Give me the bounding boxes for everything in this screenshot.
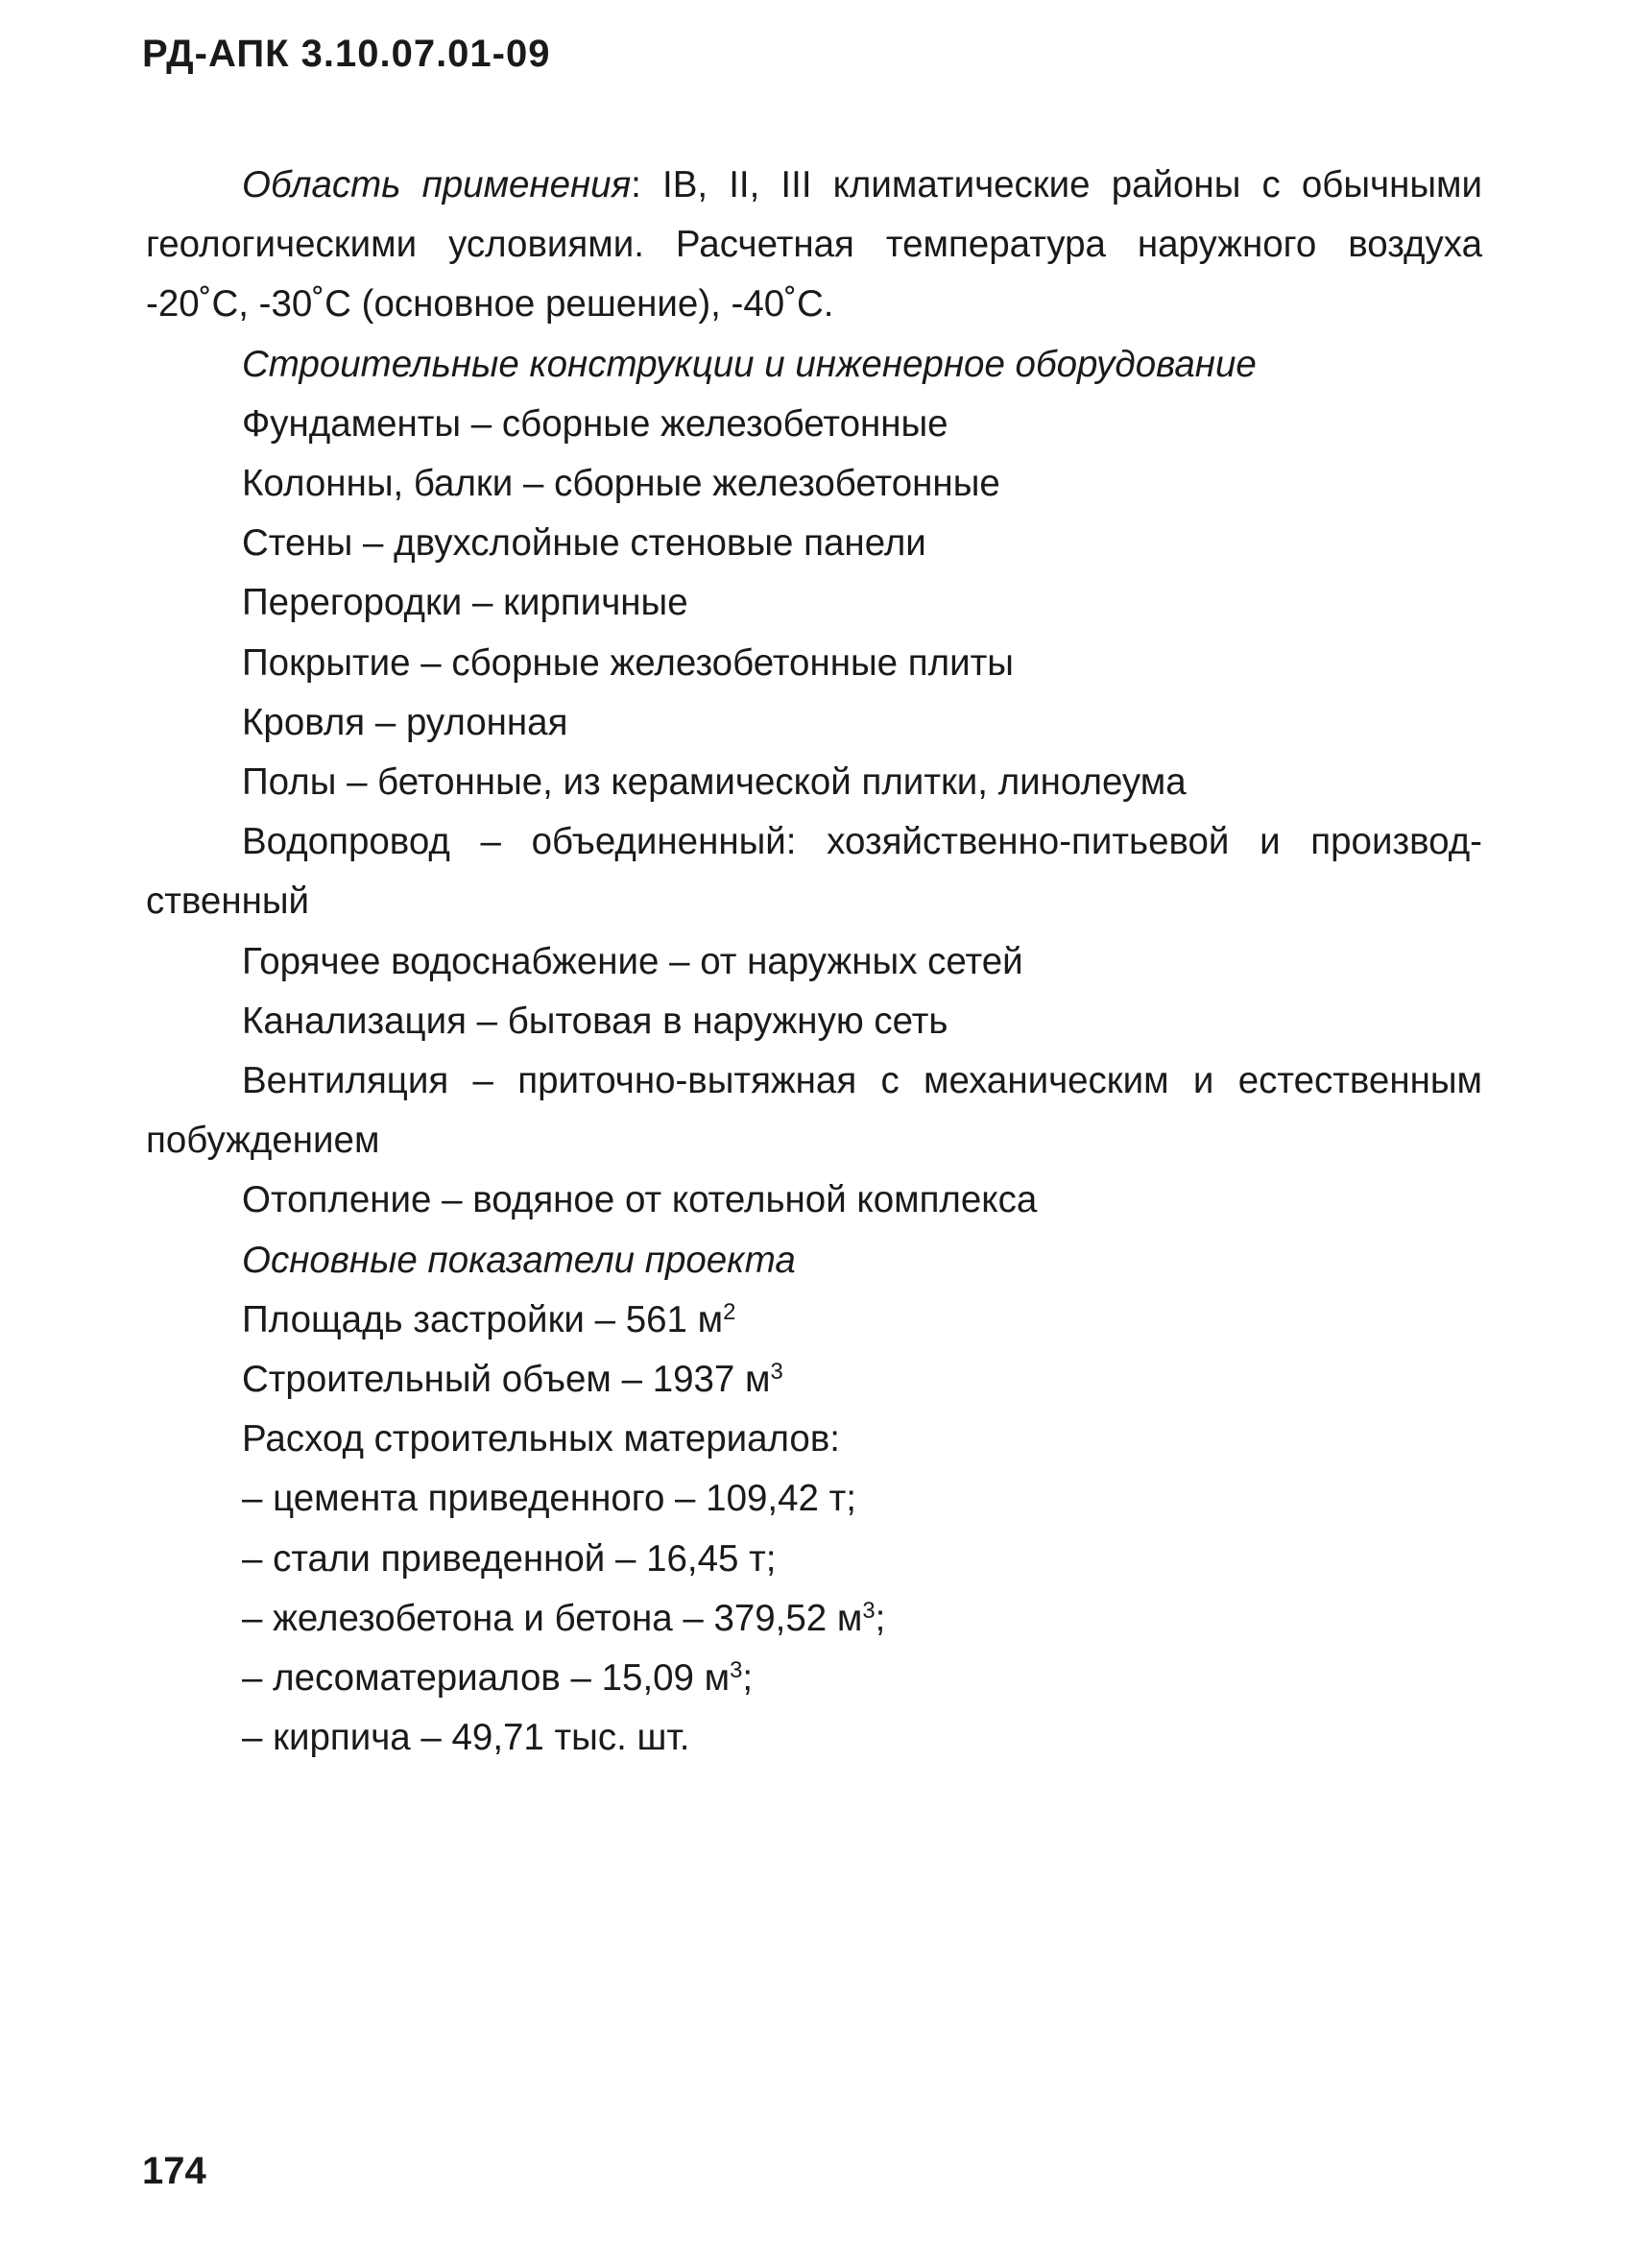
material-timber-text: – лесоматериалов – 15,09 м <box>242 1657 731 1700</box>
building-volume-exponent: 3 <box>770 1358 783 1385</box>
construction-item: Водопровод – объединенный: хозяйственно-питьевой и производственный <box>146 821 1482 923</box>
material-concrete-text: – железобетона и бетона – 379,52 м <box>242 1597 863 1639</box>
construction-item: Вентиляция – приточно-вытяжная с механическим и естественным побуждением <box>146 1060 1482 1162</box>
construction-item: Колонны, балки – сборные железобетонные <box>242 463 1000 505</box>
building-area <box>146 1291 1482 1350</box>
document-code: РД-АПК 3.10.07.01-09 <box>142 33 551 75</box>
material-timber <box>146 1649 1482 1708</box>
construction-item: Фундаменты – сборные железобетонные <box>242 402 948 445</box>
building-area-exponent: 2 <box>723 1298 736 1325</box>
scope-paragraph <box>146 156 1482 335</box>
materials-heading: Расход строительных материалов: <box>242 1418 840 1460</box>
building-volume-text: Строительный объем – 1937 м <box>242 1359 771 1401</box>
building-area-text: Площадь застройки – 561 м <box>242 1298 724 1340</box>
indicators-heading: Основные показатели проекта <box>242 1239 796 1281</box>
construction-item: Покрытие – сборные железобетонные плиты <box>242 641 1014 684</box>
construction-item: Полы – бетонные, из керамической плитки, линолеума <box>242 761 1187 804</box>
scope-text: : IВ, II, III климатические районы с обычными геологическими условиями. Расчетная температура наружного воздуха -20˚С, -30˚С (основное решение), -40˚С. <box>146 164 1482 326</box>
material-brick: – кирпича – 49,71 тыс. шт. <box>242 1717 690 1759</box>
construction-heading: Строительные конструкции и инженерное оборудование <box>242 343 1257 385</box>
construction-item: Кровля – рулонная <box>242 701 568 743</box>
material-concrete-end: ; <box>875 1597 886 1639</box>
material-steel: – стали приведенной – 16,45 т; <box>242 1537 777 1580</box>
material-cement: – цемента приведенного – 109,42 т; <box>242 1478 856 1520</box>
page-number: 174 <box>142 2150 206 2192</box>
building-volume <box>146 1350 1482 1410</box>
construction-item: Стены – двухслойные стеновые панели <box>242 522 926 565</box>
construction-item: Отопление – водяное от котельной комплекса <box>242 1179 1038 1221</box>
material-timber-exponent: 3 <box>730 1656 743 1683</box>
construction-item: Перегородки – кирпичные <box>242 582 688 624</box>
construction-item: Канализация – бытовая в наружную сеть <box>242 1000 948 1042</box>
construction-item: Горячее водоснабжение – от наружных сетей <box>242 940 1023 982</box>
page-body <box>146 156 1482 1768</box>
material-timber-end: ; <box>742 1657 754 1700</box>
material-concrete <box>146 1589 1482 1649</box>
scope-label: Область применения <box>242 164 632 205</box>
material-concrete-exponent: 3 <box>862 1597 876 1624</box>
